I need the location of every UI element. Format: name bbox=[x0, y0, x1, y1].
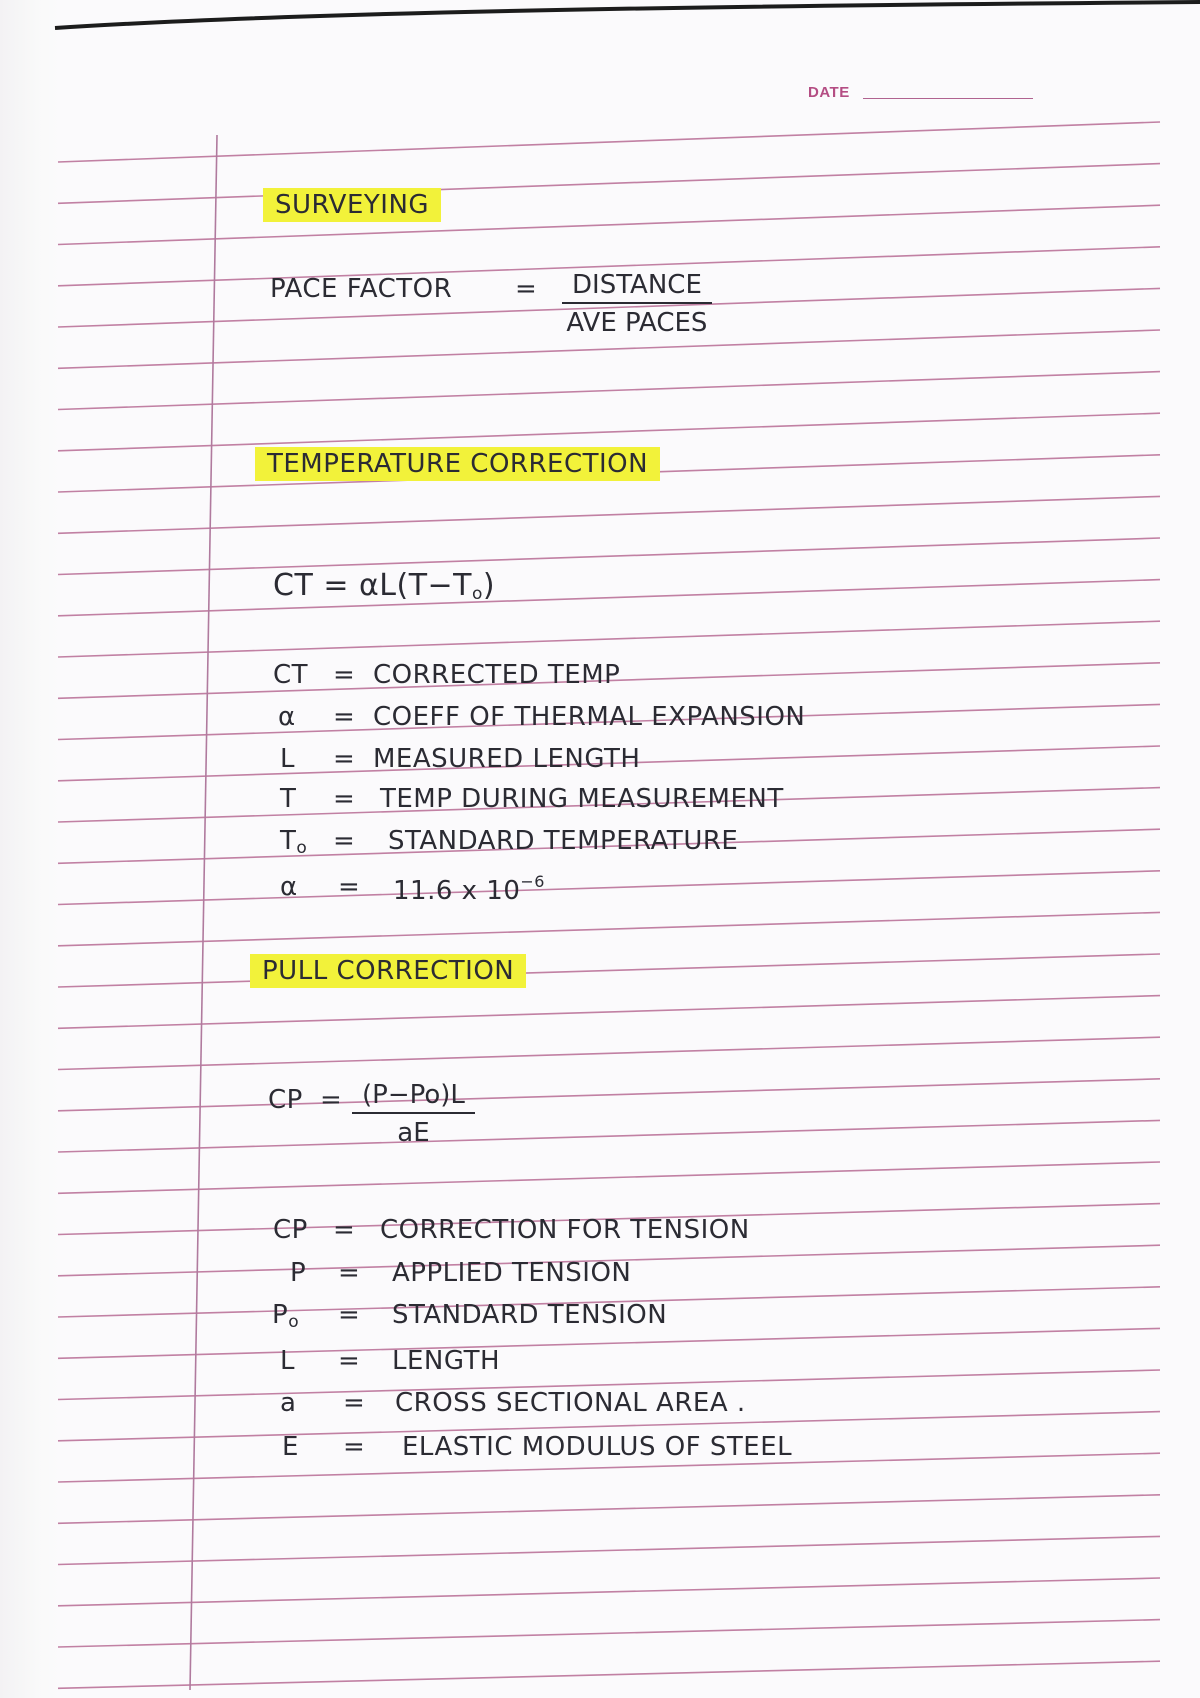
date-blank-line[interactable] bbox=[863, 98, 1033, 99]
temp-def-row bbox=[280, 784, 296, 816]
pull-def-row bbox=[273, 1215, 308, 1247]
formula-cp-denominator: aE bbox=[397, 1118, 430, 1148]
def-equals: = bbox=[333, 784, 356, 814]
formula-cp-lhs: CP bbox=[268, 1085, 303, 1115]
date-field[interactable] bbox=[808, 84, 1038, 108]
formula-cp-numerator: (P−Po)L bbox=[352, 1080, 475, 1114]
temp-def-row bbox=[280, 826, 307, 858]
def-equals: = bbox=[343, 1432, 366, 1462]
def-description: ELASTIC MODULUS OF STEEL bbox=[402, 1432, 793, 1462]
def-symbol: T bbox=[280, 826, 297, 856]
pull-def-row bbox=[290, 1258, 306, 1290]
def-description: STANDARD TENSION bbox=[392, 1300, 668, 1330]
pull-def-row bbox=[280, 1388, 296, 1420]
pace-factor-label: PACE FACTOR bbox=[270, 274, 453, 304]
def-symbol: α bbox=[278, 702, 296, 732]
def-equals: = bbox=[333, 660, 356, 690]
formula-ct-rhs: αL(T−T bbox=[359, 568, 472, 603]
def-equals: = bbox=[333, 1215, 356, 1245]
formula-cp-equals: = bbox=[320, 1085, 343, 1115]
def-symbol: CP bbox=[273, 1215, 308, 1245]
def-description: MEASURED LENGTH bbox=[373, 744, 641, 774]
temp-def-row bbox=[273, 660, 308, 692]
def-symbol: CT bbox=[273, 660, 309, 690]
formula-ct-equals: = bbox=[323, 568, 349, 603]
def-description: LENGTH bbox=[392, 1346, 501, 1376]
pace-factor-denominator: AVE PACES bbox=[566, 308, 708, 338]
def-subscript: o bbox=[296, 838, 308, 858]
alpha-mantissa: 11.6 x 10 bbox=[393, 876, 521, 906]
def-description: CROSS SECTIONAL AREA . bbox=[395, 1388, 746, 1418]
formula-ct-subscript: o bbox=[472, 584, 483, 604]
pace-factor-fraction bbox=[562, 270, 712, 338]
alpha-exponent: −6 bbox=[520, 872, 545, 891]
def-description: STANDARD TEMPERATURE bbox=[388, 826, 739, 856]
def-equals: = bbox=[338, 1300, 361, 1330]
def-equals: = bbox=[338, 1258, 361, 1288]
def-equals: = bbox=[343, 1388, 366, 1418]
alpha-equals: = bbox=[338, 872, 361, 902]
pull-correction-heading: PULL CORRECTION bbox=[250, 954, 526, 988]
def-symbol: T bbox=[280, 784, 297, 814]
temperature-correction-heading: TEMPERATURE CORRECTION bbox=[255, 447, 660, 481]
def-description: CORRECTED TEMP bbox=[373, 660, 621, 690]
def-equals: = bbox=[333, 744, 356, 774]
temp-def-row bbox=[280, 744, 295, 776]
alpha-symbol: α bbox=[280, 872, 298, 902]
pace-factor-equals: = bbox=[515, 274, 538, 304]
alpha-value bbox=[393, 872, 545, 906]
def-equals: = bbox=[333, 826, 356, 856]
pull-def-row bbox=[280, 1346, 295, 1378]
def-description: APPLIED TENSION bbox=[392, 1258, 632, 1288]
pull-def-row bbox=[272, 1300, 299, 1332]
def-symbol: E bbox=[282, 1432, 299, 1462]
def-description: COEFF OF THERMAL EXPANSION bbox=[373, 702, 806, 732]
def-symbol: P bbox=[272, 1300, 289, 1330]
date-label: DATE bbox=[808, 84, 850, 101]
temperature-correction-formula bbox=[273, 568, 495, 604]
def-symbol: L bbox=[280, 1346, 295, 1376]
def-equals: = bbox=[338, 1346, 361, 1376]
formula-ct-close: ) bbox=[482, 568, 496, 603]
def-subscript: o bbox=[288, 1312, 300, 1332]
formula-ct-lhs: CT bbox=[273, 568, 314, 603]
pace-factor-numerator: DISTANCE bbox=[562, 270, 712, 304]
def-equals: = bbox=[333, 702, 356, 732]
def-symbol: a bbox=[280, 1388, 297, 1418]
def-description: TEMP DURING MEASUREMENT bbox=[380, 784, 784, 814]
margin-rule bbox=[190, 135, 217, 1690]
pull-correction-fraction bbox=[352, 1080, 475, 1148]
temp-def-row bbox=[278, 702, 296, 734]
def-description: CORRECTION FOR TENSION bbox=[380, 1215, 750, 1245]
def-symbol: P bbox=[290, 1258, 307, 1288]
surveying-heading: SURVEYING bbox=[263, 188, 441, 222]
pull-def-row bbox=[282, 1432, 299, 1464]
def-symbol: L bbox=[280, 744, 295, 774]
